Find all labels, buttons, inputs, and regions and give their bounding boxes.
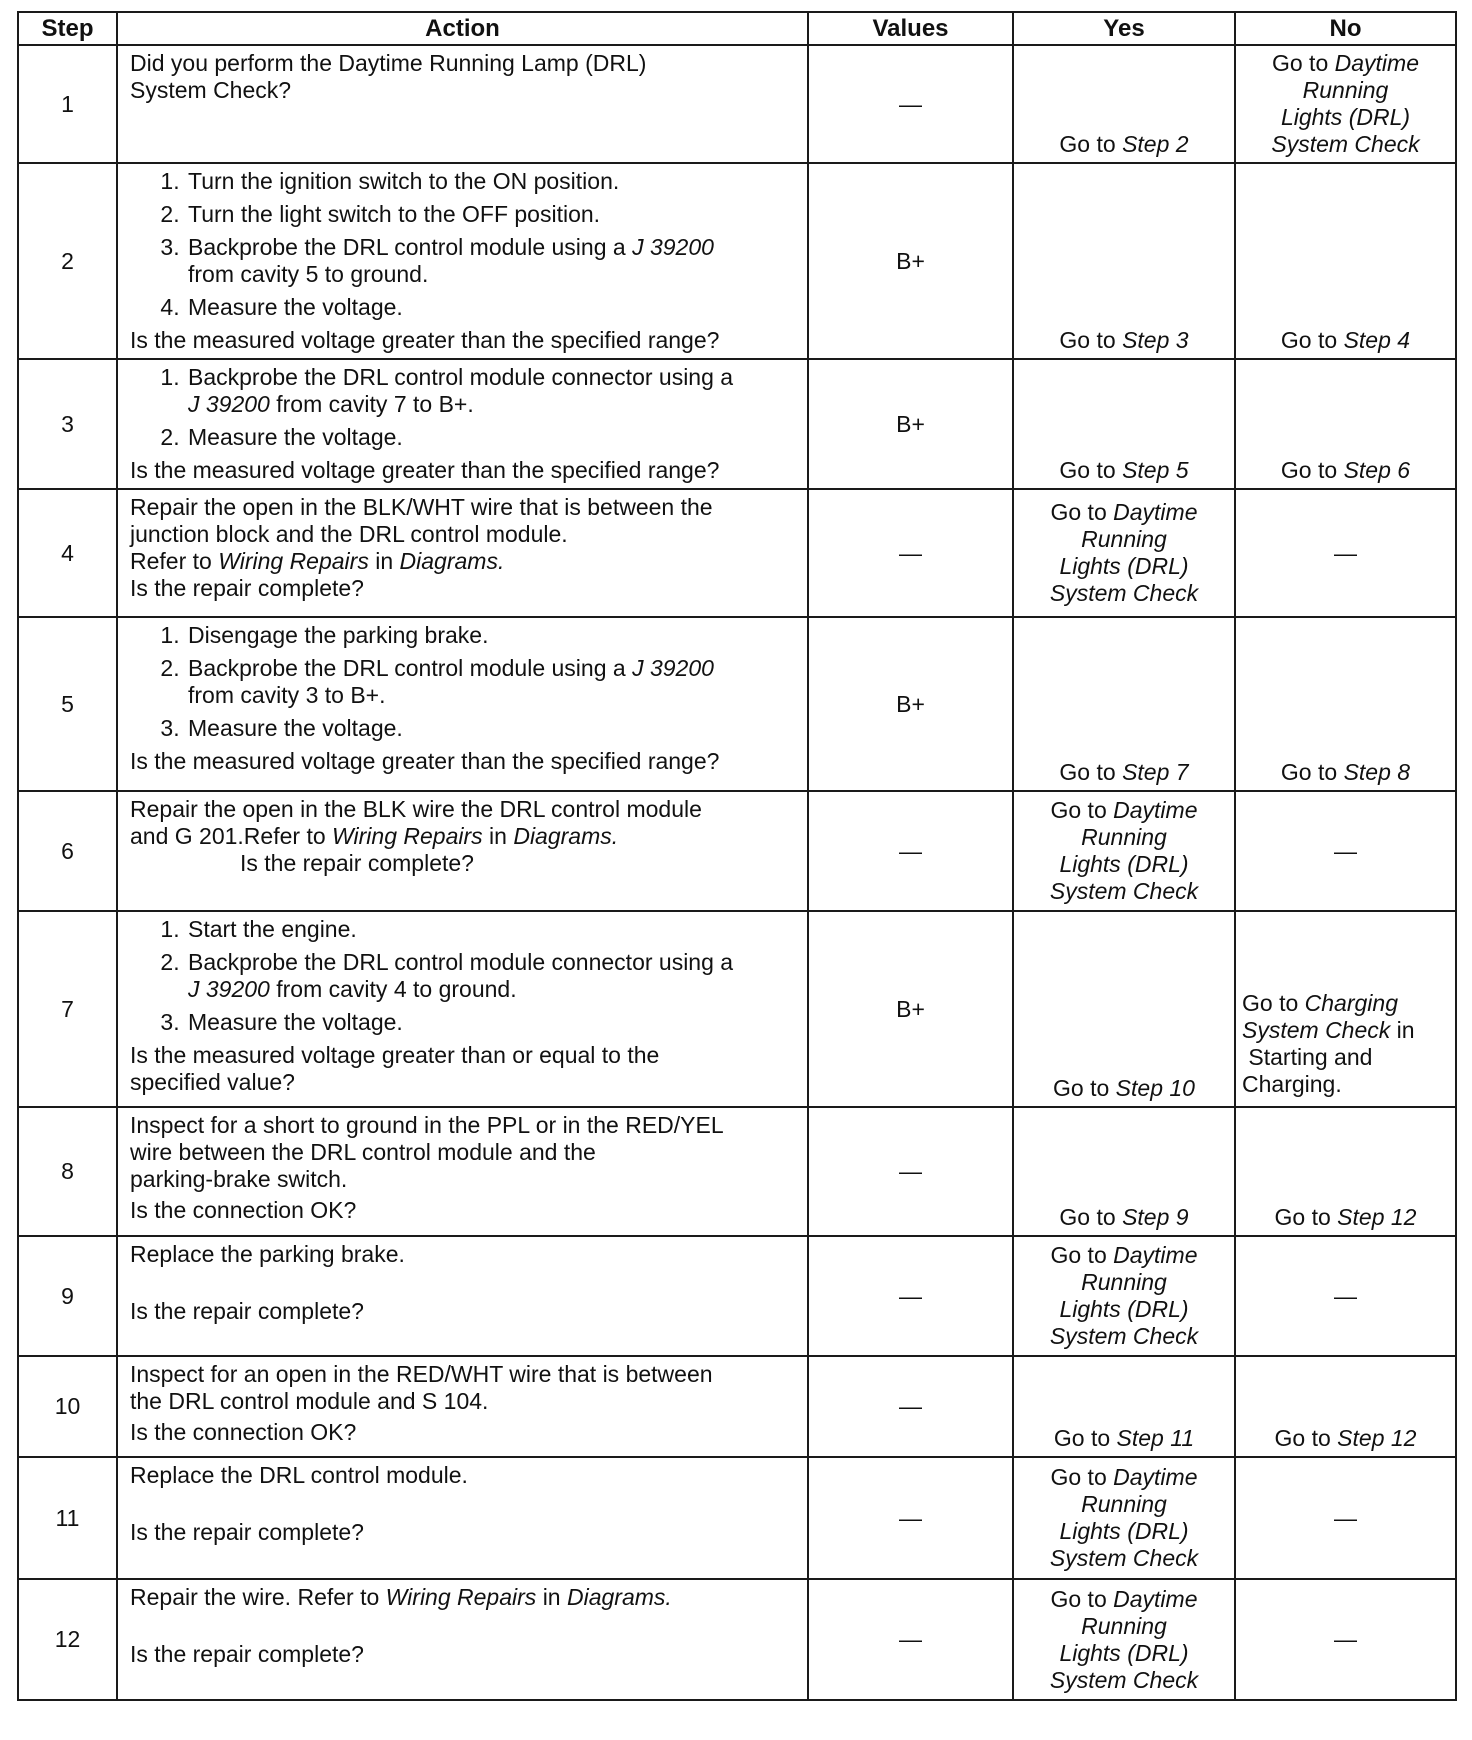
action-step: 3. Measure the voltage. <box>186 1009 797 1036</box>
goto-text: Go to <box>1053 1075 1110 1101</box>
drl-system-check-link[interactable]: Daytime Running Lights (DRL) System Check <box>1271 50 1420 157</box>
reference-text: Refer to Wiring Repairs in Diagrams. <box>130 548 505 574</box>
tool-name: J 39200 <box>188 976 270 1002</box>
action-step: 2. Turn the light switch to the OFF position. <box>186 201 797 228</box>
diagrams-link[interactable]: Diagrams. <box>513 823 619 849</box>
yes-cell <box>1013 489 1235 617</box>
header-values: Values <box>808 12 1013 45</box>
table-row <box>18 163 1456 359</box>
step-number: 9 <box>18 1236 117 1356</box>
yes-cell <box>1013 163 1235 359</box>
wiring-repairs-link[interactable]: Wiring Repairs <box>332 823 483 849</box>
question-text: Is the repair complete? <box>130 1298 364 1324</box>
header-step: Step <box>18 12 117 45</box>
action-text: Repair the open in the BLK wire the DRL control module <box>130 796 702 822</box>
drl-system-check-link[interactable]: Daytime Running Lights (DRL) System Check <box>1049 1585 1199 1693</box>
action-cell <box>117 359 808 489</box>
question-text: Is the measured voltage greater than the specified range? <box>130 748 720 774</box>
step-link[interactable]: Step 11 <box>1116 1425 1195 1451</box>
action-text: the DRL control module and S 104. <box>130 1388 489 1414</box>
goto-text: Go to <box>1050 1242 1107 1268</box>
wiring-repairs-link[interactable]: Wiring Repairs <box>385 1584 537 1610</box>
values-cell: — <box>808 489 1013 617</box>
question-text: Is the measured voltage greater than or equal to the <box>130 1042 660 1068</box>
action-text: and G 201.Refer to Wiring Repairs in Diagrams. <box>130 823 619 849</box>
diagnostic-table <box>17 11 1457 1701</box>
drl-system-check-link[interactable]: Daytime Running Lights (DRL) System Check <box>1049 1242 1199 1349</box>
question-text: specified value? <box>130 1069 295 1095</box>
table-row <box>18 1236 1456 1356</box>
yes-cell <box>1013 1107 1235 1236</box>
step-number: 11 <box>18 1457 117 1579</box>
values-cell: — <box>808 1107 1013 1236</box>
no-cell: — <box>1235 1457 1456 1579</box>
tool-name: J 39200 <box>632 655 714 681</box>
action-steps <box>130 916 797 1036</box>
no-cell <box>1235 45 1456 163</box>
action-step: 3. Backprobe the DRL control module using a J 39200 from cavity 5 to ground. <box>186 234 797 288</box>
goto-text: Go to <box>1059 327 1116 353</box>
action-cell <box>117 1457 808 1579</box>
step-link[interactable]: Step 7 <box>1122 759 1189 785</box>
step-number: 12 <box>18 1579 117 1700</box>
yes-cell <box>1013 45 1235 163</box>
action-cell <box>117 1356 808 1457</box>
action-step: 1. Backprobe the DRL control module connector using a J 39200 from cavity 7 to B+. <box>186 364 797 418</box>
tool-name: J 39200 <box>188 391 270 417</box>
charging-system-check-link[interactable]: Charging System Check <box>1242 990 1398 1043</box>
table-row <box>18 359 1456 489</box>
action-text: Replace the parking brake. <box>130 1241 405 1267</box>
drl-system-check-link[interactable]: Daytime Running Lights (DRL) System Check <box>1049 797 1199 904</box>
goto-text: Go to <box>1059 131 1116 157</box>
question-text: Is the repair complete? <box>130 1519 364 1545</box>
values-cell: B+ <box>808 163 1013 359</box>
goto-text: Go to <box>1274 1204 1331 1230</box>
action-cell <box>117 1579 808 1700</box>
goto-text: Go to <box>1050 499 1107 525</box>
yes-cell <box>1013 1356 1235 1457</box>
question-text: Is the measured voltage greater than the specified range? <box>130 457 720 483</box>
action-cell <box>117 617 808 791</box>
goto-text: Go to <box>1280 759 1338 785</box>
no-cell: Go to Charging System Check in Starting and Charging. <box>1235 911 1456 1107</box>
action-steps <box>130 622 797 742</box>
goto-text: Go to <box>1053 1425 1111 1451</box>
no-cell: — <box>1235 1579 1456 1700</box>
no-cell: — <box>1235 791 1456 911</box>
drl-system-check-link[interactable]: Daytime Running Lights (DRL) System Check <box>1049 1464 1199 1571</box>
step-number: 5 <box>18 617 117 791</box>
action-step: 4. Measure the voltage. <box>186 294 797 321</box>
action-text: Inspect for an open in the RED/WHT wire that is between <box>130 1361 713 1387</box>
action-step: 1. Start the engine. <box>186 916 797 943</box>
action-cell <box>117 489 808 617</box>
goto-text: Go to <box>1274 1425 1331 1451</box>
table-row <box>18 1356 1456 1457</box>
goto-text: Go to <box>1050 1464 1107 1490</box>
question-text: Is the repair complete? <box>130 1641 364 1667</box>
goto-text: Go to <box>1280 327 1338 353</box>
action-step: 2. Backprobe the DRL control module connector using a J 39200 from cavity 4 to ground. <box>186 949 797 1003</box>
question-text: Is the connection OK? <box>130 1197 357 1223</box>
action-text: parking-brake switch. <box>130 1166 348 1192</box>
step-link[interactable]: Step 12 <box>1337 1425 1417 1451</box>
action-cell <box>117 791 808 911</box>
values-cell: — <box>808 1457 1013 1579</box>
no-cell <box>1235 1107 1456 1236</box>
action-text: System Check? <box>130 77 292 103</box>
table-row <box>18 617 1456 791</box>
step-link[interactable]: Step 3 <box>1122 327 1189 353</box>
goto-text: Go to <box>1050 797 1107 823</box>
table-row <box>18 911 1456 1107</box>
header-no: No <box>1235 12 1456 45</box>
values-cell: — <box>808 1579 1013 1700</box>
action-text: wire between the DRL control module and the <box>130 1139 596 1165</box>
step-number: 2 <box>18 163 117 359</box>
starting-charging-text: Starting and Charging. <box>1242 1044 1373 1097</box>
step-number: 7 <box>18 911 117 1107</box>
step-link[interactable]: Step 5 <box>1122 457 1189 483</box>
question-text: Is the measured voltage greater than the specified range? <box>130 327 720 353</box>
yes-cell <box>1013 359 1235 489</box>
values-cell: — <box>808 1236 1013 1356</box>
action-cell <box>117 1107 808 1236</box>
drl-system-check-link[interactable]: Daytime Running Lights (DRL) System Check <box>1049 499 1199 606</box>
action-text: Repair the open in the BLK/WHT wire that is between the <box>130 494 713 520</box>
action-step: 2. Measure the voltage. <box>186 424 797 451</box>
step-link[interactable]: Step 6 <box>1343 457 1411 483</box>
step-number: 6 <box>18 791 117 911</box>
action-step: 1. Turn the ignition switch to the ON position. <box>186 168 797 195</box>
yes-cell <box>1013 617 1235 791</box>
step-number: 8 <box>18 1107 117 1236</box>
values-cell: — <box>808 1356 1013 1457</box>
action-step: 1. Disengage the parking brake. <box>186 622 797 649</box>
goto-text: Go to <box>1059 457 1116 483</box>
no-cell <box>1235 1356 1456 1457</box>
values-cell: B+ <box>808 911 1013 1107</box>
no-cell <box>1235 163 1456 359</box>
wiring-repairs-link[interactable]: Wiring Repairs <box>218 548 369 574</box>
step-link[interactable]: Step 4 <box>1343 327 1411 353</box>
action-step: 2. Backprobe the DRL control module using a J 39200 from cavity 3 to B+. <box>186 655 797 709</box>
yes-cell <box>1013 1236 1235 1356</box>
table-row <box>18 1579 1456 1700</box>
no-cell: — <box>1235 1236 1456 1356</box>
action-cell <box>117 1236 808 1356</box>
question-text: Is the connection OK? <box>130 1419 357 1445</box>
step-number: 4 <box>18 489 117 617</box>
yes-cell <box>1013 1457 1235 1579</box>
tool-name: J 39200 <box>632 234 714 260</box>
goto-text: Go to <box>1050 1585 1107 1612</box>
action-cell <box>117 911 808 1107</box>
step-link[interactable]: Step 8 <box>1343 759 1411 785</box>
action-steps <box>130 364 797 451</box>
table-row <box>18 489 1456 617</box>
step-link[interactable]: Step 9 <box>1122 1204 1189 1230</box>
yes-cell <box>1013 1579 1235 1700</box>
table-row <box>18 45 1456 163</box>
table-row <box>18 1107 1456 1236</box>
yes-cell <box>1013 791 1235 911</box>
step-number: 10 <box>18 1356 117 1457</box>
action-step: 3. Measure the voltage. <box>186 715 797 742</box>
table-row <box>18 791 1456 911</box>
step-number: 3 <box>18 359 117 489</box>
diagrams-link[interactable]: Diagrams. <box>566 1584 672 1610</box>
action-cell <box>117 45 808 163</box>
goto-text: Go to <box>1242 990 1299 1016</box>
step-number: 1 <box>18 45 117 163</box>
values-cell: — <box>808 45 1013 163</box>
goto-text: Go to <box>1280 457 1338 483</box>
goto-text: Go to <box>1059 1204 1116 1230</box>
header-row <box>18 12 1456 45</box>
table-row <box>18 1457 1456 1579</box>
no-cell <box>1235 359 1456 489</box>
values-cell: — <box>808 791 1013 911</box>
action-text: junction block and the DRL control module. <box>130 521 568 547</box>
action-text: Inspect for a short to ground in the PPL or in the RED/YEL <box>130 1112 724 1138</box>
action-text: Did you perform the Daytime Running Lamp (DRL) <box>130 50 647 76</box>
action-cell <box>117 163 808 359</box>
action-text: Replace the DRL control module. <box>130 1462 468 1488</box>
header-action: Action <box>117 12 808 45</box>
question-text: Is the repair complete? <box>130 575 364 601</box>
header-yes: Yes <box>1013 12 1235 45</box>
action-steps <box>130 168 797 321</box>
values-cell: B+ <box>808 617 1013 791</box>
goto-text: Go to <box>1271 50 1329 76</box>
step-link[interactable]: Step 10 <box>1115 1075 1195 1101</box>
no-cell: — <box>1235 489 1456 617</box>
values-cell: B+ <box>808 359 1013 489</box>
yes-cell <box>1013 911 1235 1107</box>
action-text: Repair the wire. Refer to Wiring Repairs in Diagrams. <box>130 1584 672 1610</box>
diagrams-link[interactable]: Diagrams. <box>399 548 505 574</box>
question-text: Is the repair complete? <box>240 850 474 876</box>
step-link[interactable]: Step 2 <box>1122 131 1189 157</box>
step-link[interactable]: Step 12 <box>1337 1204 1417 1230</box>
goto-text: Go to <box>1059 759 1116 785</box>
no-cell <box>1235 617 1456 791</box>
